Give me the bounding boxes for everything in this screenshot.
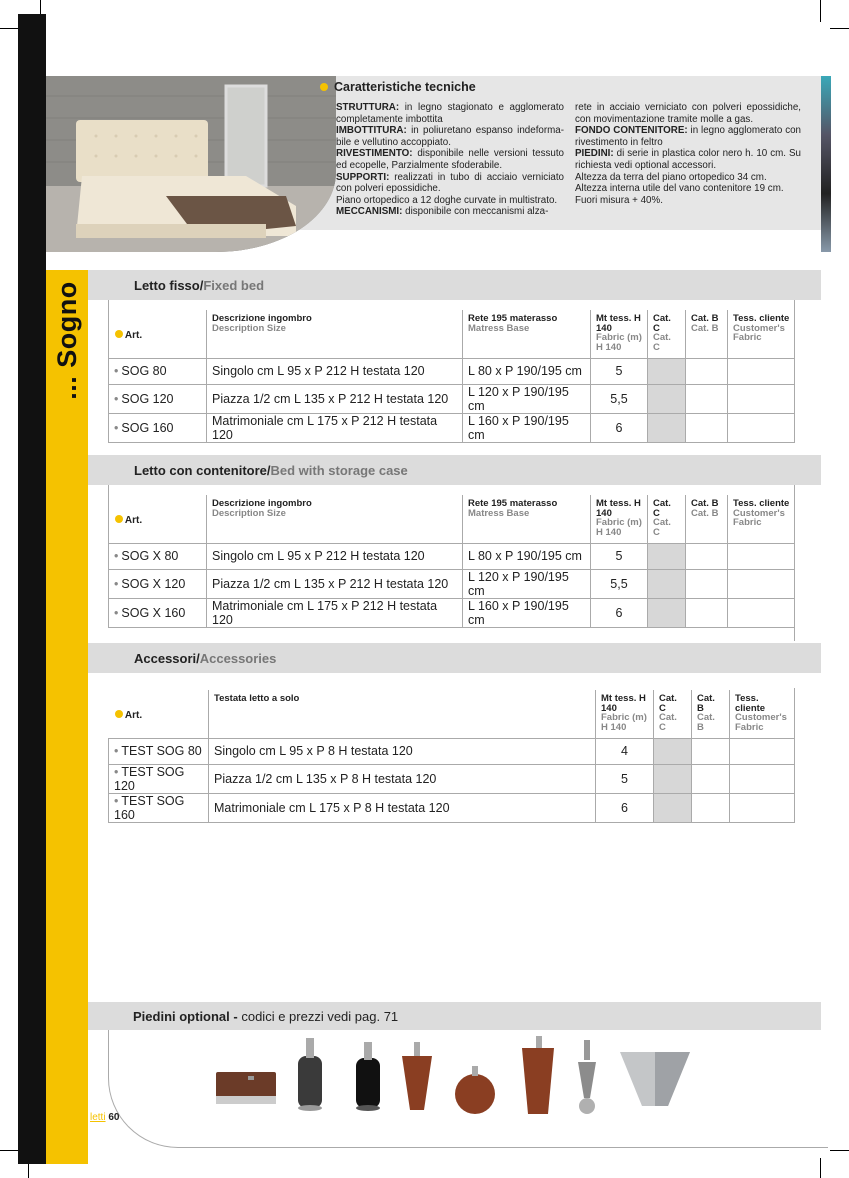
- table-row: [109, 598, 795, 627]
- foot-cone-wood-icon: [402, 1042, 432, 1110]
- header-catb-it: Cat. B: [691, 313, 719, 324]
- section-title-en: Bed with storage case: [270, 463, 408, 478]
- tech-left-column: [336, 102, 564, 218]
- tech-key: RIVESTIMENTO:: [336, 148, 413, 160]
- bullet-dot: [115, 330, 123, 338]
- cell-mt: 5: [591, 358, 648, 384]
- tech-value: disponibile nelle versioni tessuto ed ecopelle, Parzialmente sfoderabile.: [336, 148, 564, 171]
- header-desc-en: Description Size: [212, 507, 286, 519]
- section-title-it: Accessori/: [134, 651, 200, 666]
- cell-art: • SOG X 160: [109, 598, 207, 627]
- foot-box-icon: [216, 1072, 276, 1104]
- cell-rete: L 80 x P 190/195 cm: [463, 358, 591, 384]
- cell-desc: Piazza 1/2 cm L 135 x P 212 H testata 120: [207, 384, 463, 413]
- tech-key: STRUTTURA:: [336, 102, 400, 113]
- cell-catc: [648, 384, 686, 413]
- cell-rete: L 80 x P 190/195 cm: [463, 543, 591, 569]
- cell-tess: [728, 413, 795, 442]
- header-tess-it: Tess. cliente: [733, 498, 790, 509]
- bullet-dot: [320, 83, 328, 91]
- tech-value: disponibile con meccanismi alza-: [402, 206, 549, 218]
- header-rete-it: Rete 195 materasso: [468, 498, 558, 509]
- cell-catc: [654, 738, 692, 764]
- header-mt: [591, 495, 648, 543]
- fixed-bed-table: [108, 310, 795, 443]
- table-row: [109, 543, 795, 569]
- optional-feet-header: [88, 1002, 821, 1030]
- header-catb-en: Cat. B: [697, 712, 715, 733]
- cell-desc: Matrimoniale cm L 175 x P 8 H testata 120: [209, 793, 596, 822]
- tech-paragraph: [336, 148, 564, 171]
- foot-metal-spindle-icon: [578, 1040, 596, 1114]
- cell-mt: 5,5: [591, 569, 648, 598]
- tech-paragraph: [336, 172, 564, 195]
- table-header-row: [109, 690, 795, 738]
- cell-tess: [730, 793, 795, 822]
- cell-catb: [686, 598, 728, 627]
- cell-desc: Singolo cm L 95 x P 8 H testata 120: [209, 738, 596, 764]
- header-catc: [648, 310, 686, 358]
- foot-tall-wood-icon: [522, 1036, 554, 1114]
- tech-right-column: [575, 102, 801, 206]
- table-row: [109, 738, 795, 764]
- black-sidebar: [18, 14, 46, 1164]
- accessories-table: [108, 690, 795, 823]
- header-mt-it: Mt tess. H 140: [596, 498, 641, 519]
- header-desc-it: Testata letto a solo: [214, 693, 300, 704]
- tech-value: in poliuretano espanso indeforma-bile e vellutino accoppiato.: [336, 125, 564, 148]
- header-mt-it: Mt tess. H 140: [601, 693, 646, 714]
- art-code: TEST SOG 160: [114, 793, 185, 822]
- tech-key: IMBOTTITURA:: [336, 125, 407, 137]
- crop-mark: [820, 0, 821, 22]
- header-catc-it: Cat. C: [653, 313, 671, 334]
- header-desc-it: Descrizione ingombro: [212, 498, 312, 509]
- header-catc: [654, 690, 692, 738]
- crop-mark: [40, 0, 41, 14]
- crop-mark: [820, 1158, 821, 1178]
- cell-catb: [692, 764, 730, 793]
- cell-desc: Singolo cm L 95 x P 212 H testata 120: [207, 358, 463, 384]
- table-row: [109, 384, 795, 413]
- cell-catb: [686, 413, 728, 442]
- bullet-dot: [115, 710, 123, 718]
- page-num: 60: [108, 1112, 120, 1123]
- cell-desc: Piazza 1/2 cm L 135 x P 8 H testata 120: [209, 764, 596, 793]
- section-header-storage-bed: [88, 455, 821, 485]
- cell-catb: [686, 358, 728, 384]
- table-row: [109, 358, 795, 384]
- cell-desc: Piazza 1/2 cm L 135 x P 212 H testata 120: [207, 569, 463, 598]
- cell-tess: [728, 358, 795, 384]
- tech-title: [320, 80, 476, 94]
- header-tess-it: Tess. cliente: [733, 313, 790, 324]
- foot-metal-block-icon: [620, 1052, 690, 1106]
- art-code: TEST SOG 120: [114, 764, 185, 793]
- header-catb-it: Cat. B: [691, 498, 719, 509]
- art-code: SOG 120: [121, 391, 174, 406]
- table-row: [109, 413, 795, 442]
- section-title-it: Letto fisso/: [134, 278, 204, 293]
- header-mt-en: Fabric (m) H 140: [596, 517, 642, 538]
- tech-paragraph: [575, 183, 801, 195]
- cell-art: • SOG X 80: [109, 543, 207, 569]
- cell-catc: [648, 413, 686, 442]
- header-mt-en: Fabric (m) H 140: [601, 712, 647, 733]
- cell-art: • SOG 120: [109, 384, 207, 413]
- tech-key: SUPPORTI:: [336, 171, 390, 183]
- tech-title-text: Caratteristiche tecniche: [334, 80, 476, 94]
- header-art-label: Art.: [124, 330, 143, 342]
- tech-paragraph: [575, 195, 801, 207]
- cell-art: • SOG 160: [109, 413, 207, 442]
- cell-catc: [648, 543, 686, 569]
- cell-mt: 4: [596, 738, 654, 764]
- header-tess: [728, 310, 795, 358]
- tech-value: Altezza interna utile del vano contenitore 19 cm.: [575, 183, 784, 195]
- cell-art: • TEST SOG 120: [109, 764, 209, 793]
- tech-value: in legno agglomerato con rivestimento in feltro: [575, 125, 801, 148]
- cell-catc: [654, 764, 692, 793]
- tech-value: Altezza da terra del piano ortopedico 34 cm.: [575, 171, 767, 183]
- foot-ball-wood-icon: [455, 1066, 495, 1114]
- table-header-row: [109, 495, 795, 543]
- header-tess: [730, 690, 795, 738]
- cell-catb: [692, 738, 730, 764]
- cell-tess: [728, 543, 795, 569]
- tech-paragraph: [336, 102, 564, 125]
- crop-mark: [0, 28, 18, 29]
- art-code: SOG X 160: [121, 605, 186, 620]
- header-desc-it: Descrizione ingombro: [212, 313, 312, 324]
- header-catb: [692, 690, 730, 738]
- cell-desc: Singolo cm L 95 x P 212 H testata 120: [207, 543, 463, 569]
- cell-catb: [686, 569, 728, 598]
- header-rete-en: Matress Base: [468, 507, 530, 519]
- tech-value: in legno stagionato e agglomerato completamente imbottita: [336, 102, 564, 125]
- cell-mt: 6: [591, 413, 648, 442]
- cell-catb: [692, 793, 730, 822]
- header-catc-en: Cat. C: [653, 332, 671, 353]
- optional-feet-title: Piedini optional -: [133, 1009, 242, 1024]
- cell-desc: Matrimoniale cm L 175 x P 212 H testata 120: [207, 598, 463, 627]
- header-tess: [728, 495, 795, 543]
- tech-paragraph: [336, 206, 564, 218]
- table-row: [109, 793, 795, 822]
- cell-tess: [730, 764, 795, 793]
- page-label: letti: [90, 1112, 106, 1123]
- cell-catc: [654, 793, 692, 822]
- art-code: SOG X 80: [121, 549, 179, 563]
- page-number: [90, 1112, 119, 1123]
- tech-key: FONDO CONTENITORE:: [575, 125, 688, 137]
- crop-mark: [0, 1150, 18, 1151]
- tech-paragraph: [575, 148, 801, 171]
- header-tess-en: Customer's Fabric: [733, 322, 785, 344]
- table-row: [109, 569, 795, 598]
- cell-rete: L 120 x P 190/195 cm: [463, 569, 591, 598]
- table-header-row: [109, 310, 795, 358]
- header-rete-en: Matress Base: [468, 322, 530, 334]
- tech-value: realizzati in tubo di acciaio verniciato con polveri epossidiche.: [336, 171, 564, 195]
- cell-mt: 5: [591, 543, 648, 569]
- section-header-accessories: [88, 643, 821, 673]
- cell-rete: L 120 x P 190/195 cm: [463, 384, 591, 413]
- cell-tess: [728, 598, 795, 627]
- header-tess-it: Tess. cliente: [735, 693, 766, 714]
- feet-gallery: [0, 1036, 849, 1116]
- cell-art: • SOG X 120: [109, 569, 207, 598]
- section-header-fixed-bed: [88, 270, 821, 300]
- cell-catb: [686, 384, 728, 413]
- art-code: TEST SOG 80: [121, 744, 202, 758]
- header-catc-en: Cat. C: [659, 712, 677, 733]
- tech-paragraph: [336, 195, 564, 207]
- storage-bed-table: [108, 495, 795, 628]
- cell-catc: [648, 598, 686, 627]
- cell-mt: 6: [591, 598, 648, 627]
- cell-rete: L 160 x P 190/195 cm: [463, 598, 591, 627]
- art-code: SOG 80: [121, 364, 167, 378]
- cell-rete: L 160 x P 190/195 cm: [463, 413, 591, 442]
- cell-mt: 6: [596, 793, 654, 822]
- header-desc: [209, 690, 596, 738]
- tech-paragraph: [575, 172, 801, 184]
- header-tess-en: Customer's Fabric: [735, 712, 787, 733]
- header-mt: [596, 690, 654, 738]
- art-code: SOG 160: [121, 420, 174, 435]
- tech-paragraph: [575, 125, 801, 148]
- header-catb: [686, 310, 728, 358]
- tech-value: Piano ortopedico a 12 doghe curvate in multistrato.: [336, 194, 558, 206]
- header-catc-it: Cat. C: [659, 693, 677, 714]
- cell-art: • TEST SOG 160: [109, 793, 209, 822]
- cell-tess: [730, 738, 795, 764]
- bed-photo: [46, 76, 336, 252]
- cell-art: • TEST SOG 80: [109, 738, 209, 764]
- header-rete-it: Rete 195 materasso: [468, 313, 558, 324]
- header-desc: [207, 310, 463, 358]
- header-art: [109, 495, 207, 543]
- foot-cylinder-silver-icon: [298, 1038, 322, 1111]
- tech-paragraph: [575, 102, 801, 125]
- header-catb-en: Cat. B: [691, 507, 719, 519]
- cell-catb: [686, 543, 728, 569]
- header-mt: [591, 310, 648, 358]
- crop-mark: [28, 1164, 29, 1178]
- header-catb-it: Cat. B: [697, 693, 715, 714]
- header-tess-en: Customer's Fabric: [733, 507, 785, 529]
- cell-mt: 5,5: [591, 384, 648, 413]
- header-desc-en: Description Size: [212, 322, 286, 334]
- tech-paragraph: [336, 125, 564, 148]
- table-row: [109, 764, 795, 793]
- art-code: SOG X 120: [121, 576, 186, 591]
- cell-tess: [728, 384, 795, 413]
- side-photo-strip: [821, 76, 831, 252]
- cell-mt: 5: [596, 764, 654, 793]
- brand-title: ... Sogno: [51, 280, 82, 400]
- crop-mark: [830, 1150, 849, 1151]
- crop-mark: [830, 28, 849, 29]
- cell-desc: Matrimoniale cm L 175 x P 212 H testata 120: [207, 413, 463, 442]
- cell-art: • SOG 80: [109, 358, 207, 384]
- section-title-it: Letto con contenitore/: [134, 463, 271, 478]
- section-title-en: Fixed bed: [203, 278, 265, 293]
- header-catb-en: Cat. B: [691, 322, 719, 334]
- header-art-label: Art.: [124, 515, 143, 527]
- header-catc-it: Cat. C: [653, 498, 671, 519]
- brand-vertical: [50, 270, 84, 410]
- tech-key: PIEDINI:: [575, 148, 614, 160]
- foot-cylinder-black-icon: [356, 1042, 380, 1111]
- header-desc: [207, 495, 463, 543]
- optional-feet-note: codici e prezzi vedi pag. 71: [241, 1009, 399, 1024]
- header-catb: [686, 495, 728, 543]
- section-title-en: Accessories: [199, 651, 277, 666]
- header-art-label: Art.: [124, 710, 143, 722]
- cell-catc: [648, 569, 686, 598]
- tech-key: MECCANISMI:: [336, 206, 403, 218]
- header-catc: [648, 495, 686, 543]
- bullet-dot: [115, 515, 123, 523]
- header-mt-en: Fabric (m) H 140: [596, 332, 642, 353]
- cell-catc: [648, 358, 686, 384]
- tech-value: Fuori misura + 40%.: [575, 194, 663, 206]
- header-mt-it: Mt tess. H 140: [596, 313, 641, 334]
- header-art: [109, 690, 209, 738]
- header-art: [109, 310, 207, 358]
- tech-value: rete in acciaio verniciato con polveri epossidiche, con movimentazione tramite molle a gas.: [575, 102, 801, 125]
- header-rete: [463, 495, 591, 543]
- header-rete: [463, 310, 591, 358]
- tech-value: di serie in plastica color nero h. 10 cm. Su richiesta vedi optional accessori.: [575, 148, 801, 171]
- cell-tess: [728, 569, 795, 598]
- header-catc-en: Cat. C: [653, 517, 671, 538]
